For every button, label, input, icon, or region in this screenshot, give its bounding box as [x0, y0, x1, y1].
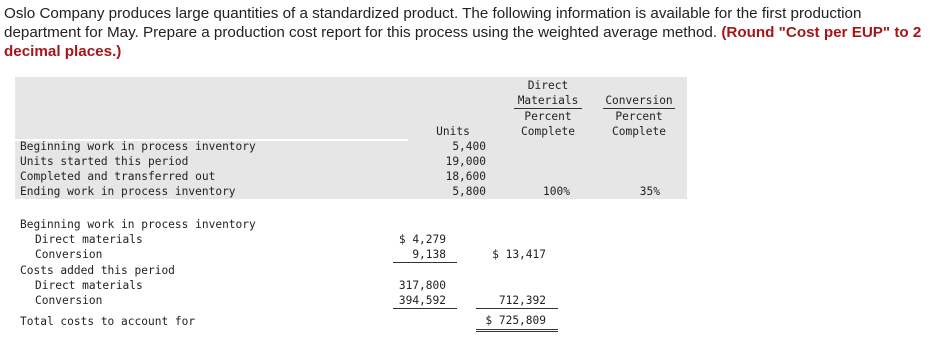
cost-row-col2: $ 13,417 [492, 248, 546, 261]
units-header: Units [436, 125, 470, 138]
cost-row-col1: 9,138 [412, 248, 446, 261]
units-row-units: 19,000 [445, 155, 486, 168]
dm-header-line2: Materials [517, 94, 579, 107]
total-double-underline-top [476, 329, 558, 330]
cost-row-col1: $ 4,279 [398, 233, 446, 246]
cost-row-label: Direct materials [35, 233, 143, 246]
units-row-conv-percent: 35% [639, 185, 660, 198]
problem-statement [4, 4, 939, 61]
dm-header-line3: Percent [524, 110, 572, 123]
cost-underline [476, 308, 558, 309]
cost-row-col1: 317,800 [398, 279, 446, 292]
units-row-label: Ending work in process inventory [20, 185, 236, 198]
units-row-label: Beginning work in process inventory [20, 140, 256, 153]
units-row-units: 5,400 [452, 140, 486, 153]
cost-row-col2: $ 725,809 [485, 314, 546, 327]
cost-row-label: Costs added this period [20, 264, 175, 277]
dm-header-line1: Direct [527, 79, 569, 92]
conv-header-line3: Complete [612, 125, 666, 138]
units-row-units: 18,600 [445, 170, 486, 183]
total-double-underline-bottom [476, 331, 558, 332]
cost-row-label: Total costs to account for [20, 315, 196, 328]
cost-row-label: Beginning work in process inventory [20, 218, 256, 231]
units-row-label: Units started this period [20, 155, 189, 168]
dm-header-line4: Complete [521, 125, 575, 138]
cost-row-col2: 712,392 [498, 294, 546, 307]
units-row-label: Completed and transferred out [20, 170, 216, 183]
units-row-dm-percent: 100% [543, 185, 570, 198]
conv-header-line1: Conversion [605, 94, 673, 107]
cost-row-col1: 394,592 [398, 294, 446, 307]
conv-header-line2: Percent [615, 110, 663, 123]
cost-row-label: Conversion [35, 294, 103, 307]
cost-row-label: Conversion [35, 248, 103, 261]
problem-text: Oslo Company produces large quantities of a standardized product. The following information is available for the first production department for May. Prepare a production cost report for this process using the weighted average method. [4, 5, 862, 41]
cost-row-label: Direct materials [35, 279, 143, 292]
cost-underline [393, 262, 457, 263]
rounding-instruction: (Round "Cost per EUP" to 2 decimal places.) [4, 24, 922, 60]
units-row-units: 5,800 [452, 185, 486, 198]
cost-underline [393, 308, 457, 309]
